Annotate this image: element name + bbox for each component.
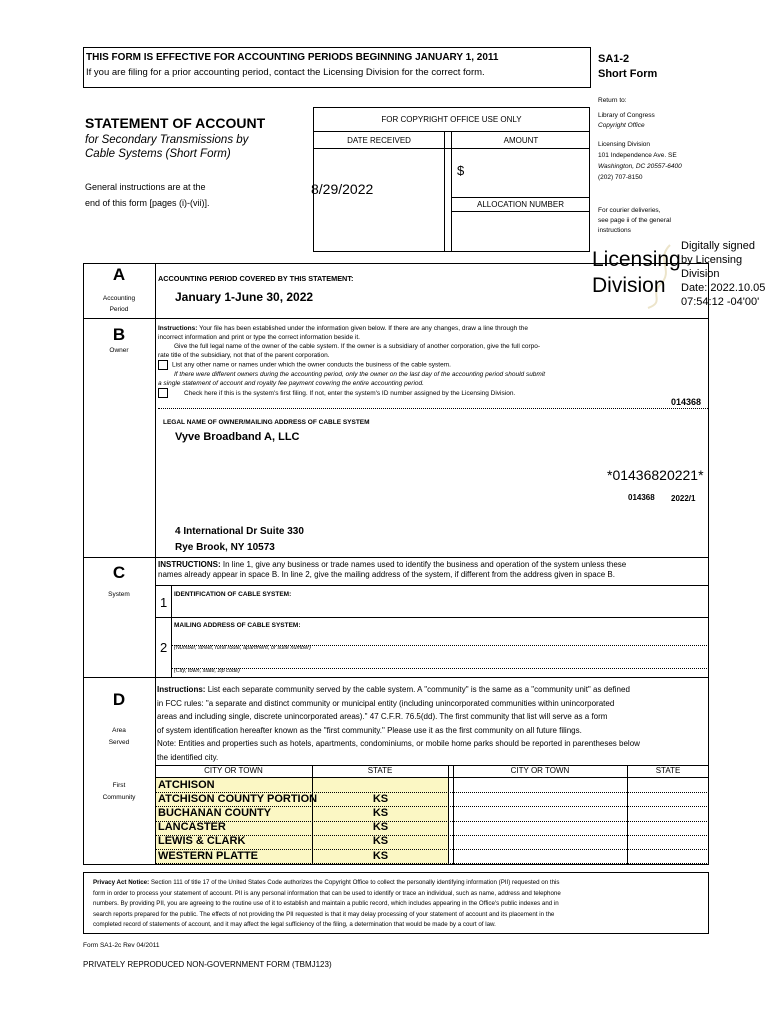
return-line: Washington, DC 20557-6400: [598, 163, 682, 170]
accounting-period-value: January 1-June 30, 2022: [175, 290, 314, 304]
owner-address-line2[interactable]: Rye Brook, NY 10573: [175, 542, 275, 553]
first-community-label: Community: [102, 794, 136, 801]
community-state[interactable]: KS: [372, 849, 389, 862]
accounting-period-heading: ACCOUNTING PERIOD COVERED BY THIS STATEMENT:: [158, 274, 354, 283]
col-city-header: CITY OR TOWN: [204, 766, 263, 775]
first-filing-checkbox[interactable]: [158, 388, 168, 398]
courier-line: instructions: [598, 227, 631, 234]
community-city[interactable]: WESTERN PLATTE: [158, 849, 259, 862]
community-city[interactable]: LEWIS & CLARK: [158, 835, 246, 848]
form-code: SA1-2: [598, 53, 630, 65]
system-code: 014368: [628, 493, 655, 502]
owner-address-line1[interactable]: 4 International Dr Suite 330: [175, 526, 304, 537]
identification-label: IDENTIFICATION OF CABLE SYSTEM:: [174, 591, 292, 598]
date-received-value: 8/29/2022: [311, 181, 374, 197]
date-received-label: DATE RECEIVED: [347, 136, 411, 145]
owner-instructions: Instructions: Your file has been established under the information given below. If there are any changes, draw a line through the incorrect information and print or type the correct information beside it. Give the full legal name of the owner of the cable system. If the owner is a subsidiary of another corporation, give the full corpo- rate title of the subsidiary, not that of the parent corporation. List any other name or names under which the owner conducts the business of the cable system. If there were different owners during the accounting period, only the owner on the last day of the accounting period should submit a single statement of account and royalty fee payment covering the entire accounting period. Check here if this is the system's first filing. If not, enter the system's ID number assigned by the Licensing Division.: [158, 325, 546, 397]
col-state-header: STATE: [367, 766, 393, 775]
area-instructions: Instructions: List each separate community served by the cable system. A "community" is the same as a "community unit" as defined in FCC rules: "a separate and distinct community or municipal entity (including unincorporated communities within unincorporated areas and including single, discrete unincorporated areas)." 47 C.F.R. 76.5(dd). The first community that list will serve as a form of system identification hereafter known as the "first community." Please use it as the first community on all future filings. Note: Entities and properties such as hotels, apartments, condominiums, or mobile home parks should be reported in parentheses below the identified city.: [157, 685, 640, 762]
community-city[interactable]: ATCHISON: [158, 778, 215, 791]
legal-name-label: LEGAL NAME OF OWNER/MAILING ADDRESS OF CABLE SYSTEM: [163, 419, 370, 426]
owner-name[interactable]: Vyve Broadband A, LLC: [175, 431, 300, 443]
signature-name: Licensing: [592, 248, 681, 271]
signature-text: by Licensing: [681, 254, 743, 266]
community-city[interactable]: LANCASTER: [158, 821, 226, 834]
general-instructions: end of this form [pages (i)-(vii)].: [85, 198, 210, 208]
return-line: (202) 707-8150: [598, 174, 643, 181]
section-d-letter: D: [112, 690, 126, 709]
courier-line: For courier deliveries,: [598, 207, 661, 214]
community-city[interactable]: BUCHANAN COUNTY: [158, 806, 272, 819]
line-1-number: 1: [160, 595, 168, 610]
first-community-label: First: [112, 782, 126, 789]
general-instructions: General instructions are at the: [85, 182, 206, 192]
form-revision: Form SA1-2c Rev 04/2011: [83, 942, 160, 949]
identification-field[interactable]: [155, 617, 709, 618]
city-field[interactable]: [171, 668, 709, 669]
office-use-title: FOR COPYRIGHT OFFICE USE ONLY: [381, 115, 522, 124]
signature-text: Division: [681, 268, 720, 280]
community-state[interactable]: KS: [372, 821, 389, 834]
statement-subtitle: Cable Systems (Short Form): [85, 148, 231, 160]
signature-name: Division: [592, 274, 666, 297]
return-line: 101 Independence Ave. SE: [598, 152, 677, 159]
dollar-sign: $: [457, 163, 465, 178]
signature-text: 07:54:12 -04'00': [681, 296, 760, 308]
return-to-label: Return to:: [598, 97, 627, 104]
section-c-label: System: [108, 591, 130, 598]
effective-note: If you are filing for a prior accounting period, contact the Licensing Division for the correct form.: [86, 67, 485, 78]
street-hint: (Number, street, rural route, apartment, or suite number): [174, 645, 311, 651]
return-line: Library of Congress: [598, 112, 655, 119]
effective-title: THIS FORM IS EFFECTIVE FOR ACCOUNTING PERIODS BEGINNING JANUARY 1, 2011: [86, 52, 499, 63]
section-a-label: Period: [109, 306, 129, 313]
mailing-address-label: MAILING ADDRESS OF CABLE SYSTEM:: [174, 622, 301, 629]
col-state2-header: STATE: [655, 766, 681, 775]
community-row-divider: [155, 863, 709, 864]
signature-text: Digitally signed: [681, 240, 755, 252]
system-period-code: 2022/1: [671, 494, 696, 503]
allocation-label: ALLOCATION NUMBER: [477, 200, 564, 209]
system-id-number: 014368: [671, 397, 702, 407]
statement-title: STATEMENT OF ACCOUNT: [85, 115, 266, 131]
return-line: Licensing Division: [598, 141, 651, 148]
reproduced-notice: PRIVATELY REPRODUCED NON-GOVERNMENT FORM (TBMJ123): [83, 960, 332, 969]
return-line: Copyright Office: [598, 122, 645, 129]
statement-subtitle: for Secondary Transmissions by: [85, 134, 249, 146]
section-b-letter: B: [112, 325, 126, 344]
form-name: Short Form: [598, 68, 658, 80]
system-instructions: INSTRUCTIONS: In line 1, give any business or trade names used to identify the business and operation of the system unless these names already appear in space B. In line 2, give the mailing address of the system, if different from the address given in space B.: [158, 560, 627, 579]
line-2-number: 2: [160, 640, 168, 655]
community-state[interactable]: KS: [372, 792, 389, 805]
section-c-letter: C: [112, 563, 126, 582]
community-state[interactable]: KS: [372, 806, 389, 819]
privacy-notice: Privacy Act Notice: Section 111 of title 17 of the United States Code authorizes the Copyright Office to collect the personally identifying information (PII) requested on this form in order to process your statement of account. PII is any personal information that can be used to identify or trace an individual, such as name, address and telephone numbers. By providing PII, you are agreeing to the routine use of it to establish and maintain a public record, which includes appearing in the Office's public indexes and in search reports prepared for the public. The effects of not providing the PII requested is that it may delay processing of your statement of account and its placement in the completed record of statements of account, and it may affect the legal sufficiency of the filing, a determination that would be made by a court of law.: [93, 879, 561, 928]
courier-line: see page ii of the general: [598, 217, 671, 224]
section-a-letter: A: [112, 265, 126, 284]
other-names-checkbox[interactable]: [158, 360, 168, 370]
community-city[interactable]: ATCHISON COUNTY PORTION: [158, 792, 318, 805]
barcode-text: *01436820221*: [607, 467, 704, 483]
col-city2-header: CITY OR TOWN: [510, 766, 570, 775]
section-a-label: Accounting: [102, 295, 136, 302]
amount-label: AMOUNT: [503, 136, 539, 145]
city-hint: (City, town, state, zip code): [174, 668, 240, 674]
community-state[interactable]: KS: [372, 835, 389, 848]
section-d-label: Area: [112, 727, 126, 734]
signature-text: Date: 2022.10.05: [681, 282, 766, 294]
section-d-label: Served: [108, 739, 130, 746]
section-b-label: Owner: [109, 347, 129, 354]
